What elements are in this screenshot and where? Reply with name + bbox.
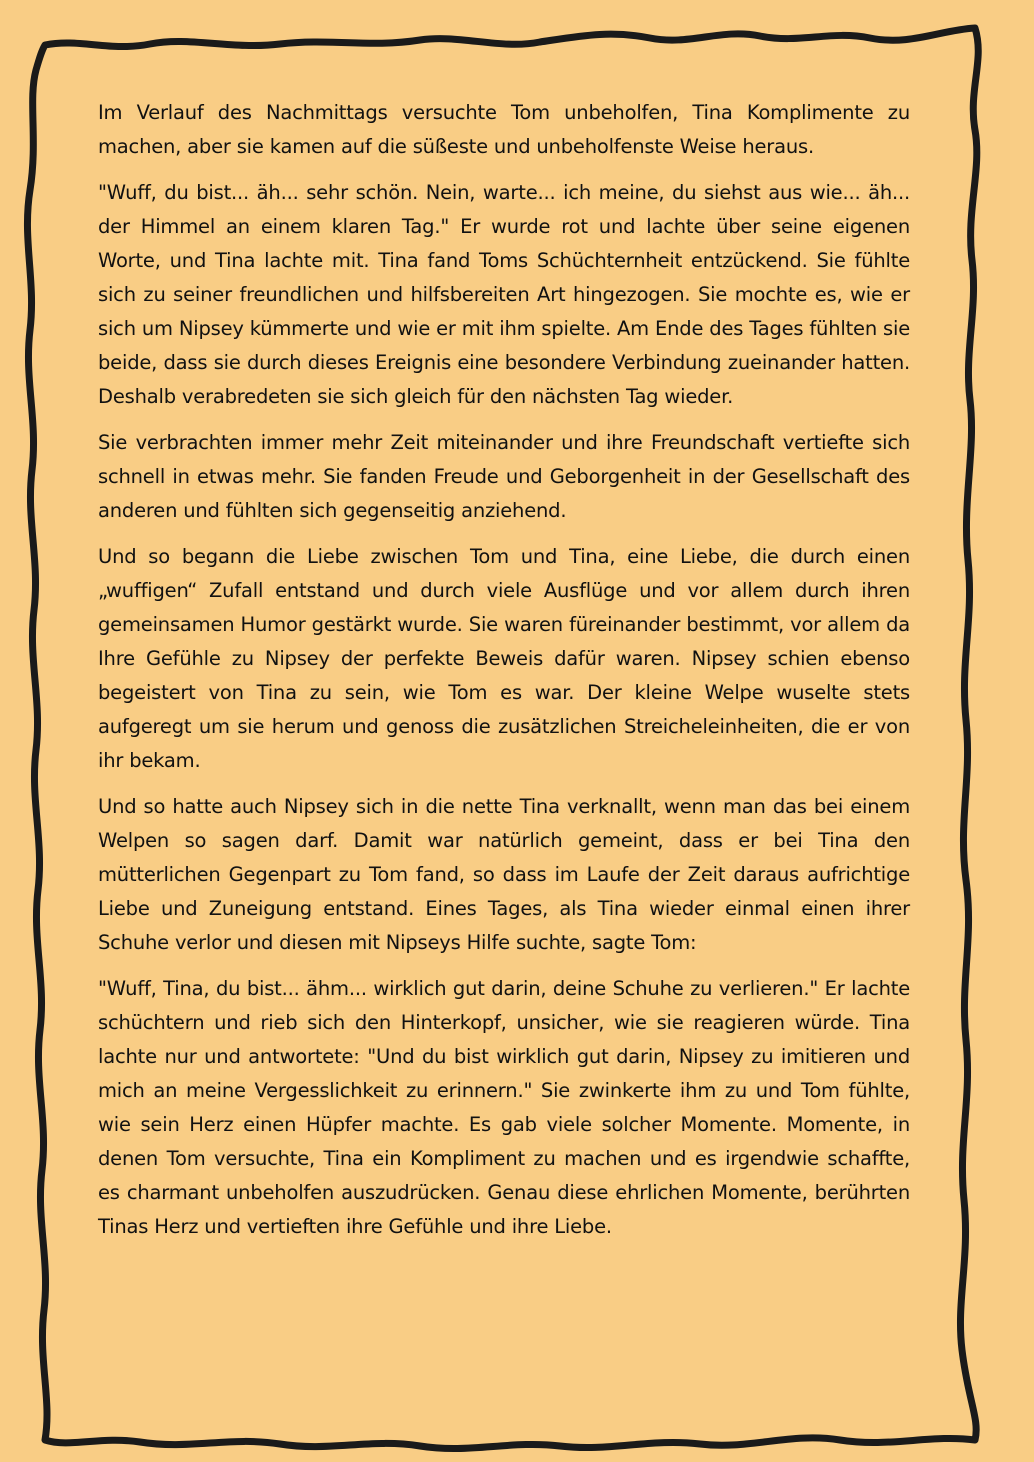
paragraph-5: Und so hatte auch Nipsey sich in die nette Tina verknallt, wenn man das bei einem Welpen so sagen darf. Damit war natürlich gemeint, dass er bei Tina den mütterlichen Gegenpart zu Tom fand, so dass im Laufe der Zeit daraus aufrichtige Liebe und Zuneigung entstand. Eines Tages, als Tina wieder einmal einen ihrer Schuhe verlor und diesen mit Nipseys Hilfe suchte, sagte Tom: [98,795,910,954]
story-text [98,96,910,1256]
paragraph-6: "Wuff, Tina, du bist... ähm... wirklich gut darin, deine Schuhe zu verlieren." Er lachte schüchtern und rieb sich den Hinterkopf, unsicher, wie sie reagieren würde. Tina lachte nur und antwortete: "Und du bist wirklich gut darin, Nipsey zu imitieren und mich an meine Vergesslichkeit zu erinnern." Sie zwinkerte ihm zu und Tom fühlte, wie sein Herz einen Hüpfer machte. Es gab viele solcher Momente. Momente, in denen Tom versuchte, Tina ein Kompliment zu machen und es irgendwie schaffte, es charmant unbeholfen auszudrücken. Genau diese ehrlichen Momente, berührten Tinas Herz und vertieften ihre Gefühle und ihre Liebe. [98,977,910,1238]
paragraph-2: "Wuff, du bist... äh... sehr schön. Nein, warte... ich meine, du siehst aus wie... äh... der Himmel an einem klaren Tag." Er wurde rot und lachte über seine eigenen Worte, und Tina lachte mit. Tina fand Toms Schüchternheit entzückend. Sie fühlte sich zu seiner freundlichen und hilfsbereiten Art hingezogen. Sie mochte es, wie er sich um Nipsey kümmerte und wie er mit ihm spielte. Am Ende des Tages fühlten sie beide, dass sie durch dieses Ereignis eine besondere Verbindung zueinander hatten. Deshalb verabredeten sie sich gleich für den nächsten Tag wieder. [98,181,910,408]
paragraph-3: Sie verbrachten immer mehr Zeit miteinander und ihre Freundschaft vertiefte sich schnell in etwas mehr. Sie fanden Freude und Geborgenheit in der Gesellschaft des anderen und fühlten sich gegenseitig anziehend. [98,431,910,522]
paragraph-1: Im Verlauf des Nachmittags versuchte Tom unbeholfen, Tina Komplimente zu machen, aber sie kamen auf die süßeste und unbeholfenste Weise heraus. [98,101,910,158]
paragraph-4: Und so begann die Liebe zwischen Tom und Tina, eine Liebe, die durch einen „wuffigen“ Zufall entstand und durch viele Ausflüge und vor allem durch ihren gemeinsamen Humor gestärkt wurde. Sie waren füreinander bestimmt, vor allem da Ihre Gefühle zu Nipsey der perfekte Beweis dafür waren. Nipsey schien ebenso begeistert von Tina zu sein, wie Tom es war. Der kleine Welpe wuselte stets aufgeregt um sie herum und genoss die zusätzlichen Streicheleinheiten, die er von ihr bekam. [98,545,910,772]
